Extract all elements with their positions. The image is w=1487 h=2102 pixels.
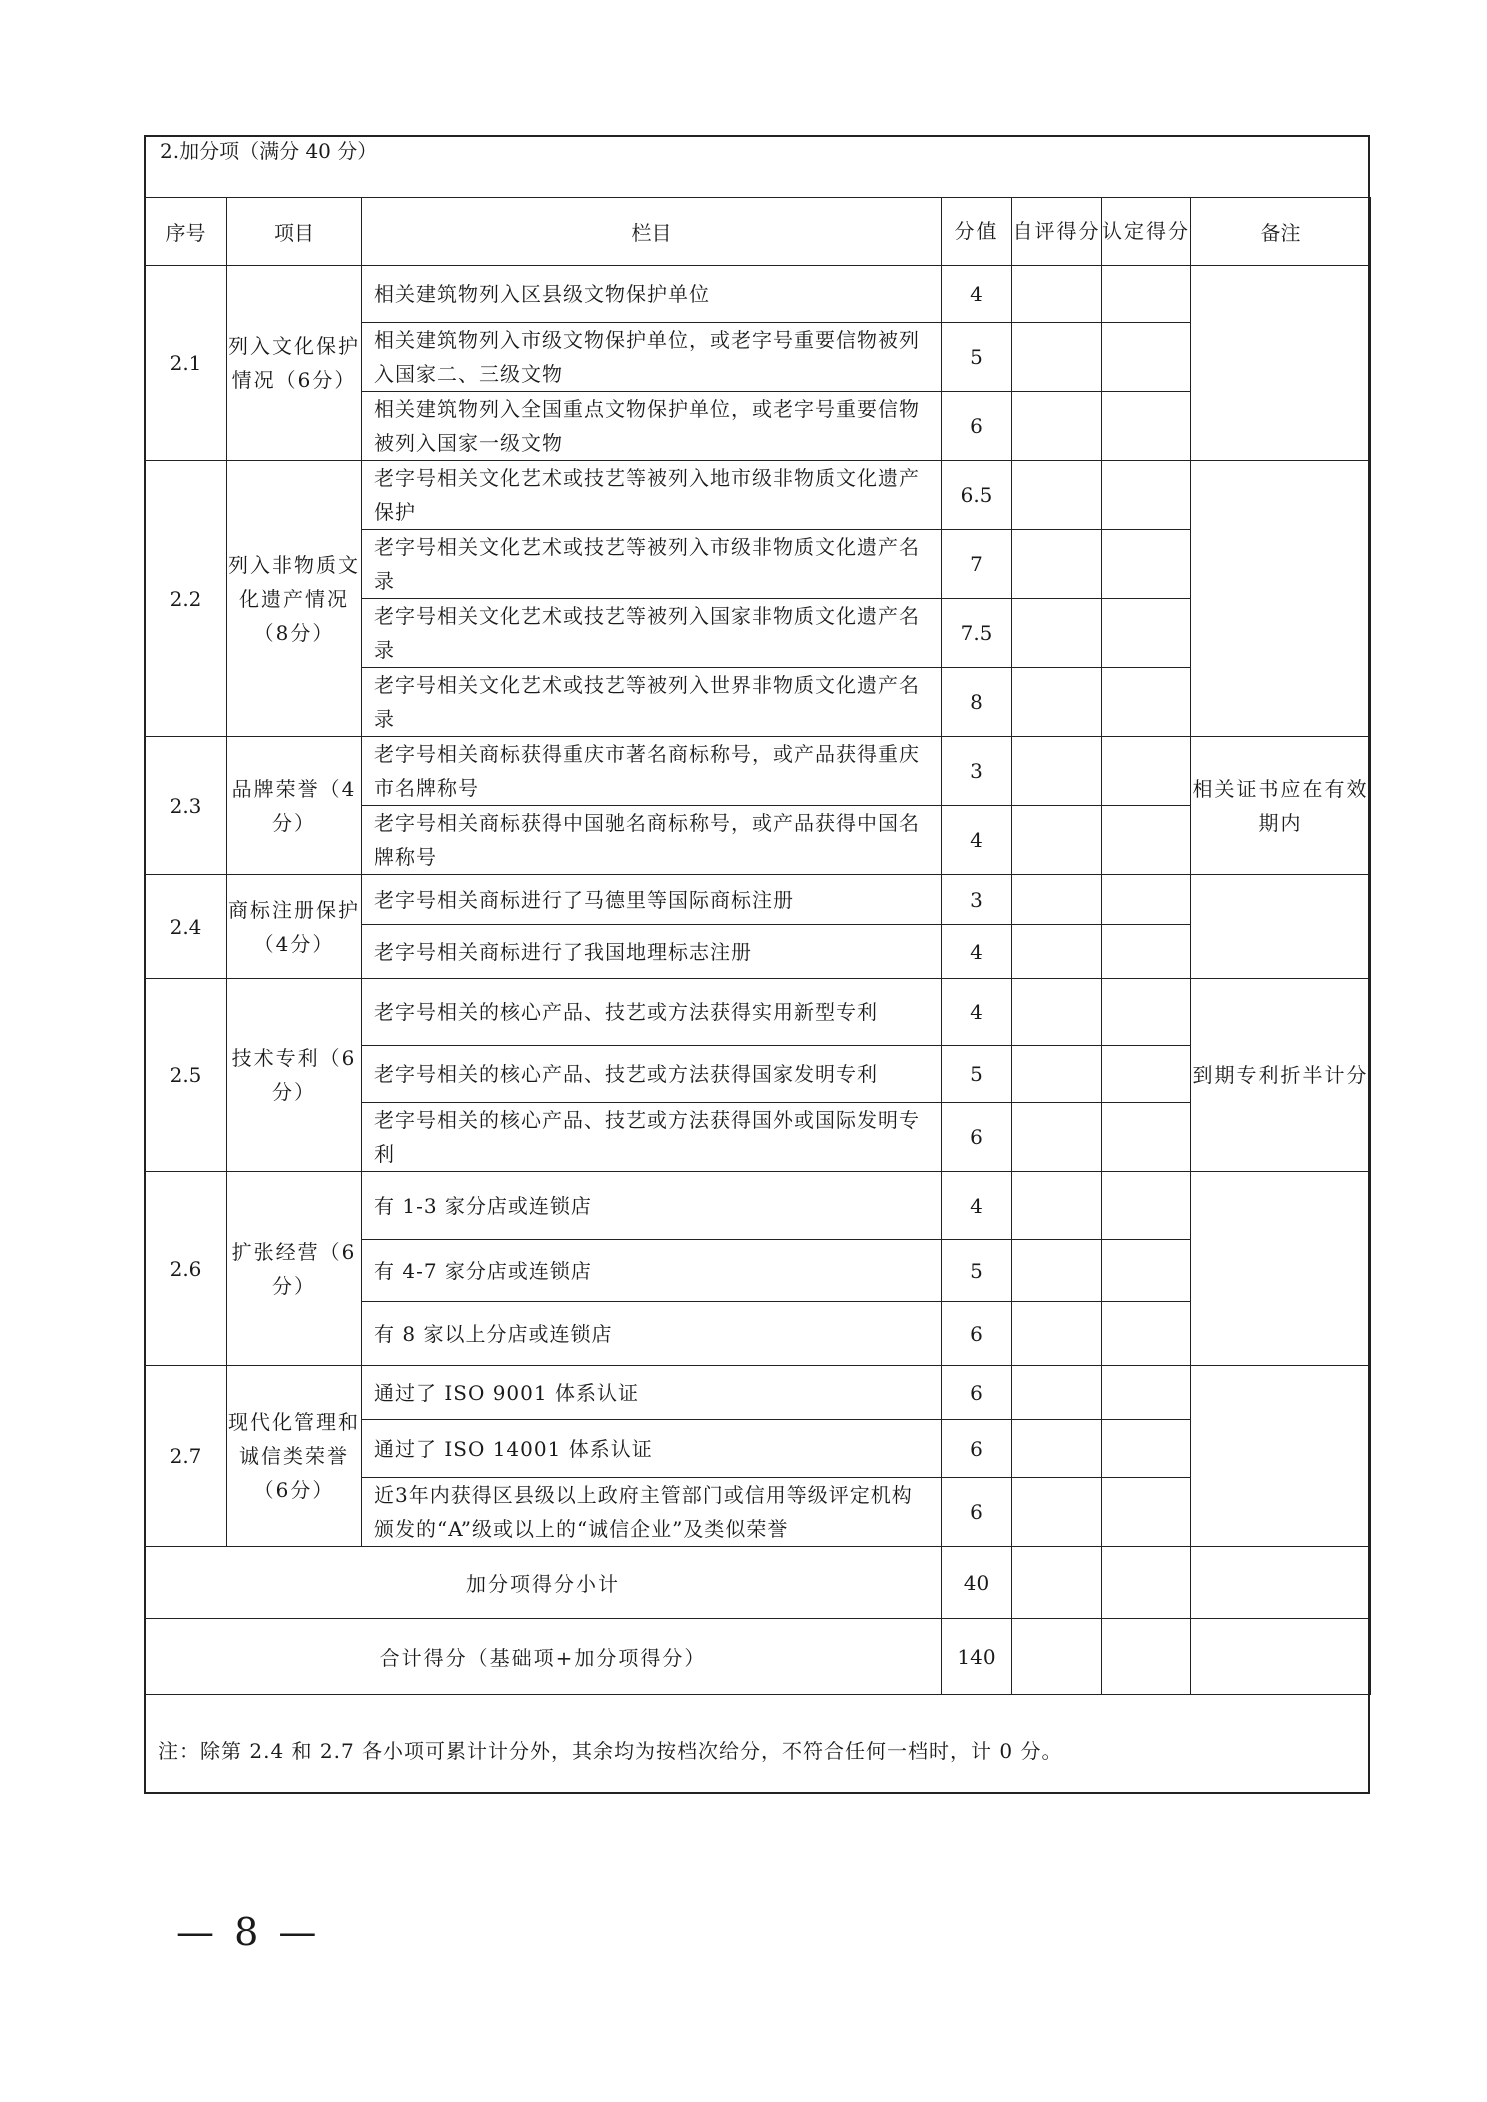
self-eval-cell[interactable]: [1012, 392, 1102, 461]
confirmed-cell[interactable]: [1102, 1302, 1191, 1366]
confirmed-cell[interactable]: [1102, 392, 1191, 461]
confirmed-cell[interactable]: [1102, 806, 1191, 875]
footnote: 注：除第 2.4 和 2.7 各小项可累计计分外，其余均为按档次给分，不符合任何一档时，计 0 分。: [158, 1739, 1063, 1763]
confirmed-cell[interactable]: [1102, 979, 1191, 1046]
subtotal-label: 加分项得分小计: [145, 1547, 942, 1619]
self-eval-cell[interactable]: [1012, 925, 1102, 979]
group-project: 品牌荣誉（4分）: [227, 737, 362, 875]
self-eval-cell[interactable]: [1012, 323, 1102, 392]
item-text: 老字号相关商标获得中国驰名商标称号，或产品获得中国名牌称号: [362, 806, 942, 875]
self-eval-cell[interactable]: [1012, 1366, 1102, 1420]
item-text: 老字号相关文化艺术或技艺等被列入国家非物质文化遗产名录: [362, 599, 942, 668]
group-no: 2.1: [145, 266, 227, 461]
group-project: 技术专利（6分）: [227, 979, 362, 1172]
item-score: 6: [942, 1103, 1012, 1172]
item-text: 老字号相关商标进行了我国地理标志注册: [362, 925, 942, 979]
confirmed-cell[interactable]: [1102, 1046, 1191, 1103]
self-eval-cell[interactable]: [1012, 806, 1102, 875]
item-score: 5: [942, 1046, 1012, 1103]
group-no: 2.7: [145, 1366, 227, 1547]
self-eval-cell[interactable]: [1012, 1547, 1102, 1619]
header-column: 栏目: [362, 198, 942, 266]
group-project: 扩张经营（6分）: [227, 1172, 362, 1366]
item-score: 4: [942, 925, 1012, 979]
item-text: 老字号相关的核心产品、技艺或方法获得国家发明专利: [362, 1046, 942, 1103]
item-score: 7: [942, 530, 1012, 599]
item-score: 7.5: [942, 599, 1012, 668]
item-text: 相关建筑物列入区县级文物保护单位: [362, 266, 942, 323]
table-row: [145, 461, 1371, 530]
item-text: 相关建筑物列入全国重点文物保护单位，或老字号重要信物被列入国家一级文物: [362, 392, 942, 461]
confirmed-cell[interactable]: [1102, 1478, 1191, 1547]
confirmed-cell[interactable]: [1102, 1366, 1191, 1420]
self-eval-cell[interactable]: [1012, 875, 1102, 925]
remark-cell: [1191, 1547, 1371, 1619]
confirmed-cell[interactable]: [1102, 1619, 1191, 1695]
confirmed-cell[interactable]: [1102, 530, 1191, 599]
self-eval-cell[interactable]: [1012, 530, 1102, 599]
item-score: 4: [942, 1172, 1012, 1240]
header-self-eval: 自评得分: [1012, 198, 1102, 266]
confirmed-cell[interactable]: [1102, 1240, 1191, 1302]
header-score: 分值: [942, 198, 1012, 266]
group-remark: [1191, 266, 1371, 461]
item-text: 有 8 家以上分店或连锁店: [362, 1302, 942, 1366]
self-eval-cell[interactable]: [1012, 1240, 1102, 1302]
confirmed-cell[interactable]: [1102, 461, 1191, 530]
item-text: 老字号相关商标进行了马德里等国际商标注册: [362, 875, 942, 925]
table-row: [145, 737, 1371, 806]
group-no: 2.6: [145, 1172, 227, 1366]
group-project: 列入文化保护情况（6分）: [227, 266, 362, 461]
item-text: 有 4-7 家分店或连锁店: [362, 1240, 942, 1302]
item-score: 5: [942, 1240, 1012, 1302]
item-text: 老字号相关文化艺术或技艺等被列入地市级非物质文化遗产保护: [362, 461, 942, 530]
confirmed-cell[interactable]: [1102, 599, 1191, 668]
header-remark: 备注: [1191, 198, 1371, 266]
item-text: 通过了 ISO 9001 体系认证: [362, 1366, 942, 1420]
header-seq: 序号: [145, 198, 227, 266]
item-score: 6.5: [942, 461, 1012, 530]
item-score: 4: [942, 806, 1012, 875]
item-score: 6: [942, 1420, 1012, 1478]
table-row: [145, 1172, 1371, 1240]
group-project: 商标注册保护（4分）: [227, 875, 362, 979]
remark-cell: [1191, 1619, 1371, 1695]
header-confirmed: 认定得分: [1102, 198, 1191, 266]
group-project: 现代化管理和诚信类荣誉（6分）: [227, 1366, 362, 1547]
confirmed-cell[interactable]: [1102, 1547, 1191, 1619]
group-remark: [1191, 875, 1371, 979]
item-text: 有 1-3 家分店或连锁店: [362, 1172, 942, 1240]
total-label: 合计得分（基础项+加分项得分）: [145, 1619, 942, 1695]
self-eval-cell[interactable]: [1012, 1420, 1102, 1478]
item-text: 通过了 ISO 14001 体系认证: [362, 1420, 942, 1478]
item-text: 近3年内获得区县级以上政府主管部门或信用等级评定机构颁发的“A”级或以上的“诚信企业”及类似荣誉: [362, 1478, 942, 1547]
confirmed-cell[interactable]: [1102, 1172, 1191, 1240]
self-eval-cell[interactable]: [1012, 668, 1102, 737]
group-no: 2.5: [145, 979, 227, 1172]
total-score: 140: [942, 1619, 1012, 1695]
bonus-score-table: [144, 197, 1371, 1695]
table-row: [145, 1366, 1371, 1420]
item-score: 3: [942, 875, 1012, 925]
item-score: 3: [942, 737, 1012, 806]
item-score: 6: [942, 1366, 1012, 1420]
item-text: 相关建筑物列入市级文物保护单位，或老字号重要信物被列入国家二、三级文物: [362, 323, 942, 392]
confirmed-cell[interactable]: [1102, 266, 1191, 323]
item-score: 8: [942, 668, 1012, 737]
confirmed-cell[interactable]: [1102, 875, 1191, 925]
group-remark: [1191, 461, 1371, 737]
item-text: 老字号相关商标获得重庆市著名商标称号，或产品获得重庆市名牌称号: [362, 737, 942, 806]
group-remark: [1191, 1366, 1371, 1547]
self-eval-cell[interactable]: [1012, 1478, 1102, 1547]
self-eval-cell[interactable]: [1012, 1046, 1102, 1103]
group-no: 2.2: [145, 461, 227, 737]
self-eval-cell[interactable]: [1012, 1103, 1102, 1172]
subtotal-score: 40: [942, 1547, 1012, 1619]
item-score: 5: [942, 323, 1012, 392]
self-eval-cell[interactable]: [1012, 1302, 1102, 1366]
confirmed-cell[interactable]: [1102, 925, 1191, 979]
self-eval-cell[interactable]: [1012, 1619, 1102, 1695]
self-eval-cell[interactable]: [1012, 979, 1102, 1046]
group-no: 2.3: [145, 737, 227, 875]
item-score: 4: [942, 266, 1012, 323]
self-eval-cell[interactable]: [1012, 1172, 1102, 1240]
header-project: 项目: [227, 198, 362, 266]
item-score: 6: [942, 1302, 1012, 1366]
self-eval-cell[interactable]: [1012, 599, 1102, 668]
group-remark: 到期专利折半计分: [1191, 979, 1371, 1172]
page-number: — 8 —: [176, 1910, 321, 1954]
self-eval-cell[interactable]: [1012, 266, 1102, 323]
self-eval-cell[interactable]: [1012, 461, 1102, 530]
item-score: 4: [942, 979, 1012, 1046]
table-row: [145, 266, 1371, 323]
item-text: 老字号相关文化艺术或技艺等被列入世界非物质文化遗产名录: [362, 668, 942, 737]
table-row: [145, 979, 1371, 1046]
item-text: 老字号相关文化艺术或技艺等被列入市级非物质文化遗产名录: [362, 530, 942, 599]
group-no: 2.4: [145, 875, 227, 979]
group-project: 列入非物质文化遗产情况（8分）: [227, 461, 362, 737]
table-header-row: [145, 198, 1371, 266]
total-row: [145, 1619, 1371, 1695]
confirmed-cell[interactable]: [1102, 737, 1191, 806]
confirmed-cell[interactable]: [1102, 1420, 1191, 1478]
group-remark: 相关证书应在有效期内: [1191, 737, 1371, 875]
item-score: 6: [942, 1478, 1012, 1547]
item-text: 老字号相关的核心产品、技艺或方法获得国外或国际发明专利: [362, 1103, 942, 1172]
confirmed-cell[interactable]: [1102, 323, 1191, 392]
subtotal-row: [145, 1547, 1371, 1619]
self-eval-cell[interactable]: [1012, 737, 1102, 806]
item-score: 6: [942, 392, 1012, 461]
confirmed-cell[interactable]: [1102, 1103, 1191, 1172]
section-title: 2.加分项（满分 40 分）: [160, 139, 378, 163]
group-remark: [1191, 1172, 1371, 1366]
confirmed-cell[interactable]: [1102, 668, 1191, 737]
table-row: [145, 875, 1371, 925]
item-text: 老字号相关的核心产品、技艺或方法获得实用新型专利: [362, 979, 942, 1046]
